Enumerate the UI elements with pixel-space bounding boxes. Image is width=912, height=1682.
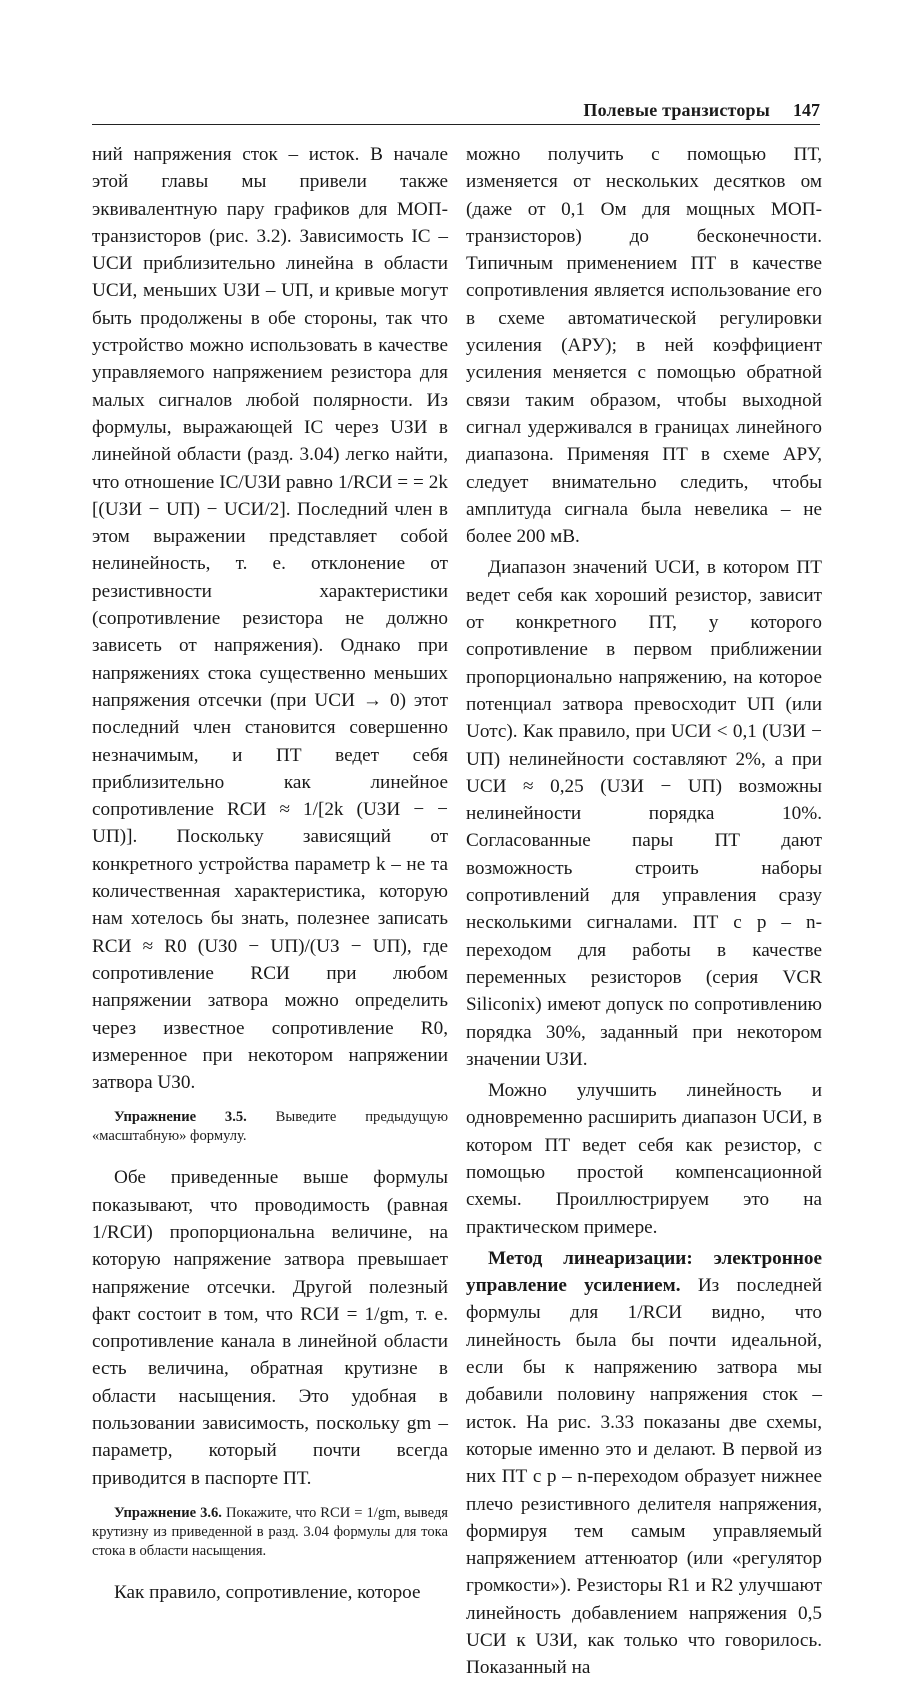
exercise-3-5-text: Выведите предыдущую «масштабную» формулу. <box>92 1109 449 1145</box>
left-column <box>92 141 448 1606</box>
right-paragraph-3: Можно улучшить линейность и одновременно расширить диапазон UСИ, в котором ПТ ведет себя как резистор, с помощью простой компенсационной схемы. Проиллюстрируем это на практическом примере. <box>466 1080 822 1238</box>
exercise-3-5 <box>92 1108 448 1146</box>
left-paragraph-3: Как правило, сопротивление, которое <box>114 1581 421 1603</box>
right-paragraph-4 <box>466 1245 822 1682</box>
exercise-3-6-label: Упражнение 3.6. <box>114 1504 222 1521</box>
right-paragraph-2: Диапазон значений UСИ, в котором ПТ ведет себя как хороший резистор, зависит от конкретного ПТ, у которого сопротивление в первом приближении пропорционально напряжению, на которое потенциал затвора превосходит UП (или Uотс). Как правило, при UСИ < 0,1 (UЗИ − UП) нелинейности составляют 2%, а при UСИ ≈ 0,25 (UЗИ − UП) возможны нелинейности порядка 10%. Согласованные пары ПТ дают возможность строить наборы сопротивлений для управления сразу несколькими сигналами. ПТ с p – n-переходом для работы в качестве переменных резисторов (серия VCR Siliconix) имеют допуск по сопротивлению порядка 30%, заданный при некотором значении UЗИ. <box>466 557 822 1070</box>
exercise-3-6-text: Покажите, что RСИ = 1/gm, выведя крутизну из приведенной в разд. 3.04 формулы для тока стока в области насыщения. <box>92 1504 449 1559</box>
running-title: Полевые транзисторы <box>583 100 770 120</box>
linearization-heading: Метод линеаризации: электронное управление усилением. <box>466 1247 822 1297</box>
exercise-3-6 <box>92 1504 448 1561</box>
exercise-3-5-label: Упражнение 3.5. <box>114 1109 247 1126</box>
running-header <box>92 100 820 125</box>
right-paragraph-4-text: Из последней формулы для 1/RСИ видно, что линейность была бы почти идеальной, если бы к напряжению затвора мы добавили половину напряжения сток – исток. На рис. 3.33 показаны две схемы, которые именно это и делают. В первой из них ПТ с p – n-переходом образует нижнее плечо резистивного делителя напряжения, формируя тем самым управляемый напряжением аттенюатор (или «регулятор громкости»). Резисторы R1 и R2 улучшают линейность добавлением напряжения 0,5 UСИ к UЗИ, как только что говорилось. Показанный на <box>466 1275 823 1679</box>
left-paragraph-2: Обе приведенные выше формулы показывают, что проводимость (равная 1/RСИ) пропорциональна величине, на которую напряжение затвора превышает напряжение отсечки. Другой полезный факт состоит в том, что RСИ = 1/gm, т. е. сопротивление канала в линейной области есть величина, обратная крутизне в области насыщения. Это удобная в пользовании зависимость, поскольку gm – параметр, который почти всегда приводится в паспорте ПТ. <box>92 1167 448 1489</box>
right-paragraph-1: можно получить с помощью ПТ, изменяется от нескольких десятков ом (даже от 0,1 Ом для мощных МОП-транзисторов) до бесконечности. Типичным применением ПТ в качестве сопротивления является использование его в схеме автоматической регулировки усиления (АРУ); в ней коэффициент усиления меняется с помощью обратной связи таким образом, чтобы выходной сигнал удерживался в границах линейного диапазона. Применяя ПТ в схеме АРУ, следует внимательно следить, чтобы амплитуда сигнала была невелика – не более 200 мВ. <box>466 144 822 548</box>
left-paragraph-1: ний напряжения сток – исток. В начале этой главы мы привели также эквивалентную пару графиков для МОП-транзисторов (рис. 3.2). Зависимость IС – UСИ приблизительно линейна в области UСИ, меньших UЗИ – UП, и кривые могут быть продолжены в обе стороны, так что устройство можно использовать в качестве управляемого напряжением резистора для малых сигналов любой полярности. Из формулы, выражающей IС через UЗИ в линейной области (разд. 3.04) легко найти, что отношение IС/UЗИ равно 1/RСИ = = 2k [(UЗИ − UП) − UСИ/2]. Последний член в этом выражении представляет собой нелинейность, т. е. отклонение от резистивности характеристики (сопротивление резистора не должно зависеть от напряжения). Однако при напряжениях стока существенно меньших напряжения отсечки (при UСИ → 0) этот последний член становится совершенно незначимым, и ПТ ведет себя приблизительно как линейное сопротивление RСИ ≈ 1/[2k (UЗИ − − UП)]. Поскольку зависящий от конкретного устройства параметр k – не та количественная характеристика, которую нам хотелось бы знать, полезнее записать RСИ ≈ R0 (UЗ0 − UП)/(UЗ − UП), где сопротивление RСИ при любом напряжении затвора можно определить через известное сопротивление R0, измеренное при некотором напряжении затвора UЗ0. <box>92 144 448 1094</box>
right-column <box>466 141 822 1682</box>
page-number: 147 <box>793 100 820 120</box>
